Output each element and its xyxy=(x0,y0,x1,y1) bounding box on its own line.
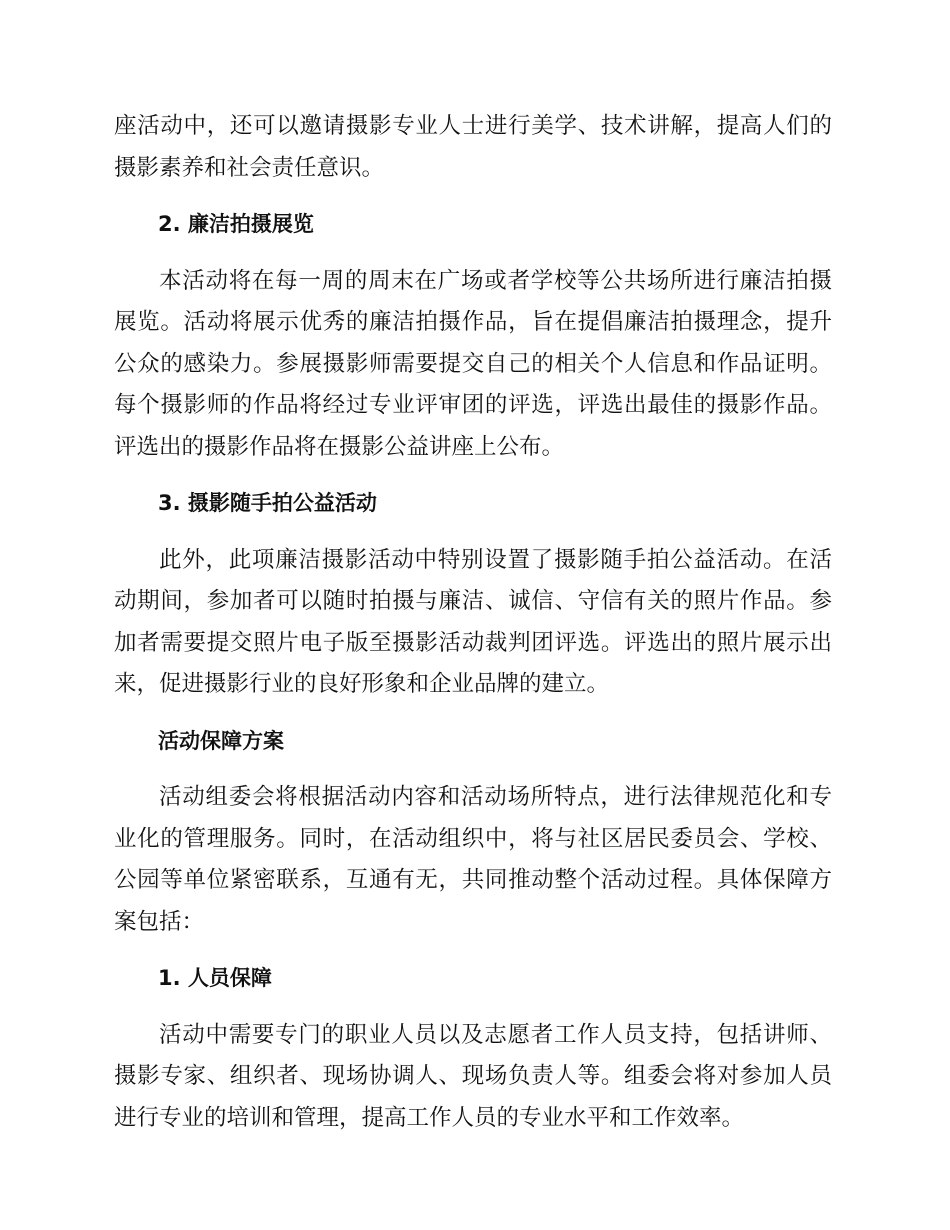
section-heading: 1. 人员保障 xyxy=(158,966,272,990)
section-heading: 活动保障方案 xyxy=(158,728,284,753)
document-body xyxy=(114,106,832,1154)
section-heading: 2. 廉洁拍摄展览 xyxy=(158,212,314,236)
body-paragraph: 座活动中，还可以邀请摄影专业人士进行美学、技术讲解，提高人们的摄影素养和社会责任意识。 xyxy=(114,113,832,181)
body-paragraph: 活动组委会将根据活动内容和活动场所特点，进行法律规范化和专业化的管理服务。同时，在活动组织中，将与社区居民委员会、学校、公园等单位紧密联系，互通有无，共同推动整个活动过程。具体保障方案包括： xyxy=(114,784,832,935)
body-paragraph: 本活动将在每一周的周末在广场或者学校等公共场所进行廉洁拍摄展览。活动将展示优秀的廉洁拍摄作品，旨在提倡廉洁拍摄理念，提升公众的感染力。参展摄影师需要提交自己的相关个人信息和作品证明。每个摄影师的作品将经过专业评审团的评选，评选出最佳的摄影作品。评选出的摄影作品将在摄影公益讲座上公布。 xyxy=(114,267,832,460)
body-paragraph: 此外，此项廉洁摄影活动中特别设置了摄影随手拍公益活动。在活动期间，参加者可以随时拍摄与廉洁、诚信、守信有关的照片作品。参加者需要提交照片电子版至摄影活动裁判团评选。评选出的照片展示出来，促进摄影行业的良好形象和企业品牌的建立。 xyxy=(114,546,832,697)
section-heading: 3. 摄影随手拍公益活动 xyxy=(158,491,377,515)
body-paragraph: 活动中需要专门的职业人员以及志愿者工作人员支持，包括讲师、摄影专家、组织者、现场协调人、现场负责人等。组委会将对参加人员进行专业的培训和管理，提高工作人员的专业水平和工作效率。 xyxy=(114,1021,832,1131)
